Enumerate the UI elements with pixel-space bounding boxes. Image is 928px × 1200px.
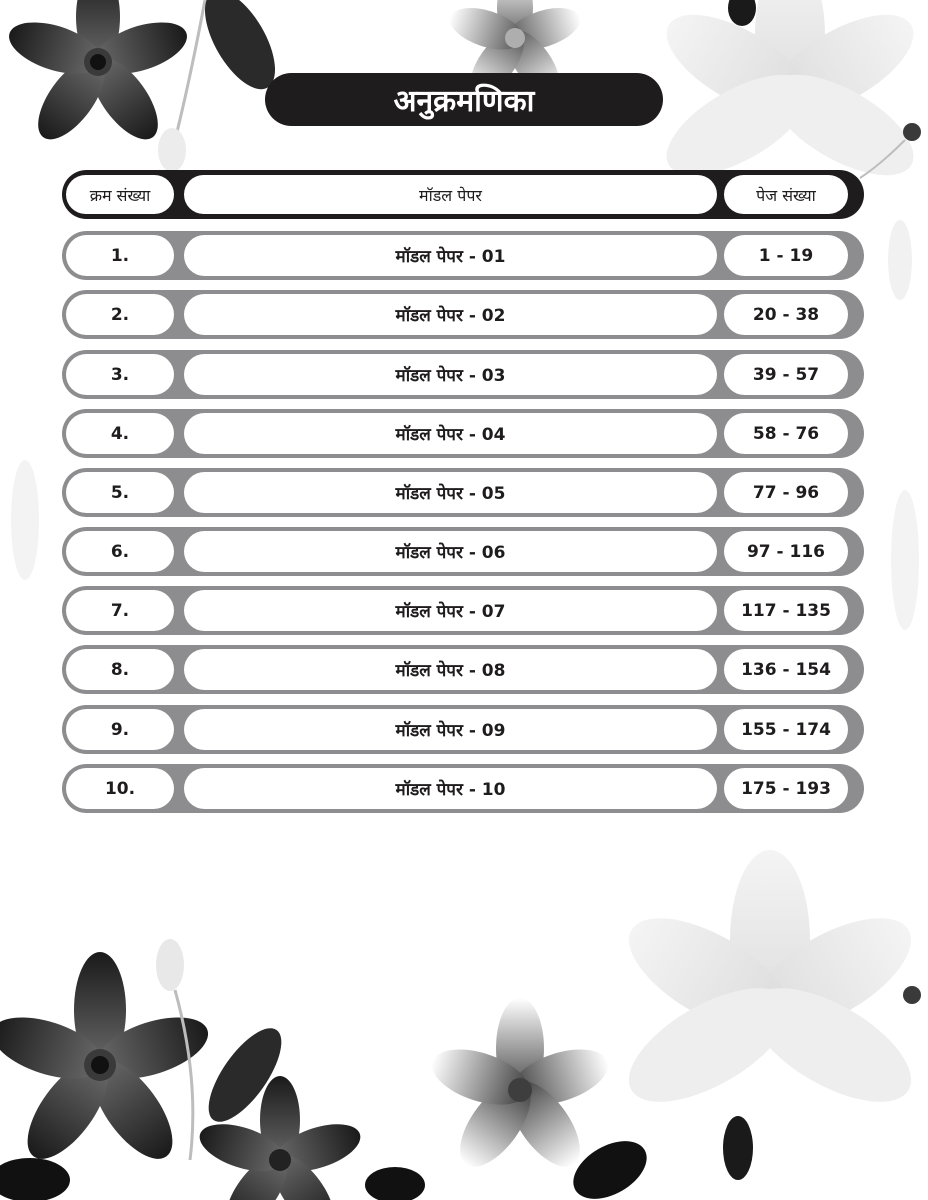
index-heading: अनुक्रमणिका — [265, 73, 663, 126]
table-row — [62, 705, 864, 754]
row-paper: मॉडल पेपर - 08 — [184, 649, 717, 690]
header-serial: क्रम संख्या — [66, 175, 174, 214]
row-pages: 58 - 76 — [724, 413, 848, 454]
row-serial: 7. — [66, 590, 174, 631]
row-serial: 4. — [66, 413, 174, 454]
row-pages: 1 - 19 — [724, 235, 848, 276]
table-row — [62, 527, 864, 576]
header-paper: मॉडल पेपर — [184, 175, 717, 214]
row-serial: 1. — [66, 235, 174, 276]
row-paper: मॉडल पेपर - 09 — [184, 709, 717, 750]
table-row — [62, 231, 864, 280]
row-serial: 9. — [66, 709, 174, 750]
table-row — [62, 468, 864, 517]
flower-top-left — [3, 0, 193, 150]
table-row — [62, 764, 864, 813]
row-paper: मॉडल पेपर - 06 — [184, 531, 717, 572]
table-header-row — [62, 170, 864, 219]
table-row — [62, 645, 864, 694]
row-pages: 175 - 193 — [724, 768, 848, 809]
row-serial: 6. — [66, 531, 174, 572]
row-serial: 10. — [66, 768, 174, 809]
flower-bottom-right — [611, 850, 928, 1125]
row-serial: 5. — [66, 472, 174, 513]
header-page: पेज संख्या — [724, 175, 848, 214]
row-paper: मॉडल पेपर - 04 — [184, 413, 717, 454]
row-paper: मॉडल पेपर - 01 — [184, 235, 717, 276]
row-pages: 136 - 154 — [724, 649, 848, 690]
row-pages: 117 - 135 — [724, 590, 848, 631]
row-pages: 155 - 174 — [724, 709, 848, 750]
row-serial: 8. — [66, 649, 174, 690]
flower-bottom-center — [425, 998, 615, 1179]
row-paper: मॉडल पेपर - 10 — [184, 768, 717, 809]
row-pages: 39 - 57 — [724, 354, 848, 395]
row-paper: मॉडल पेपर - 03 — [184, 354, 717, 395]
row-pages: 77 - 96 — [724, 472, 848, 513]
row-paper: मॉडल पेपर - 07 — [184, 590, 717, 631]
table-row — [62, 290, 864, 339]
table-row — [62, 586, 864, 635]
row-serial: 2. — [66, 294, 174, 335]
flower-bottom-left — [0, 952, 216, 1172]
table-row — [62, 409, 864, 458]
row-pages: 20 - 38 — [724, 294, 848, 335]
row-serial: 3. — [66, 354, 174, 395]
row-paper: मॉडल पेपर - 05 — [184, 472, 717, 513]
table-row — [62, 350, 864, 399]
row-pages: 97 - 116 — [724, 531, 848, 572]
flower-top-right — [651, 0, 928, 195]
row-paper: मॉडल पेपर - 02 — [184, 294, 717, 335]
